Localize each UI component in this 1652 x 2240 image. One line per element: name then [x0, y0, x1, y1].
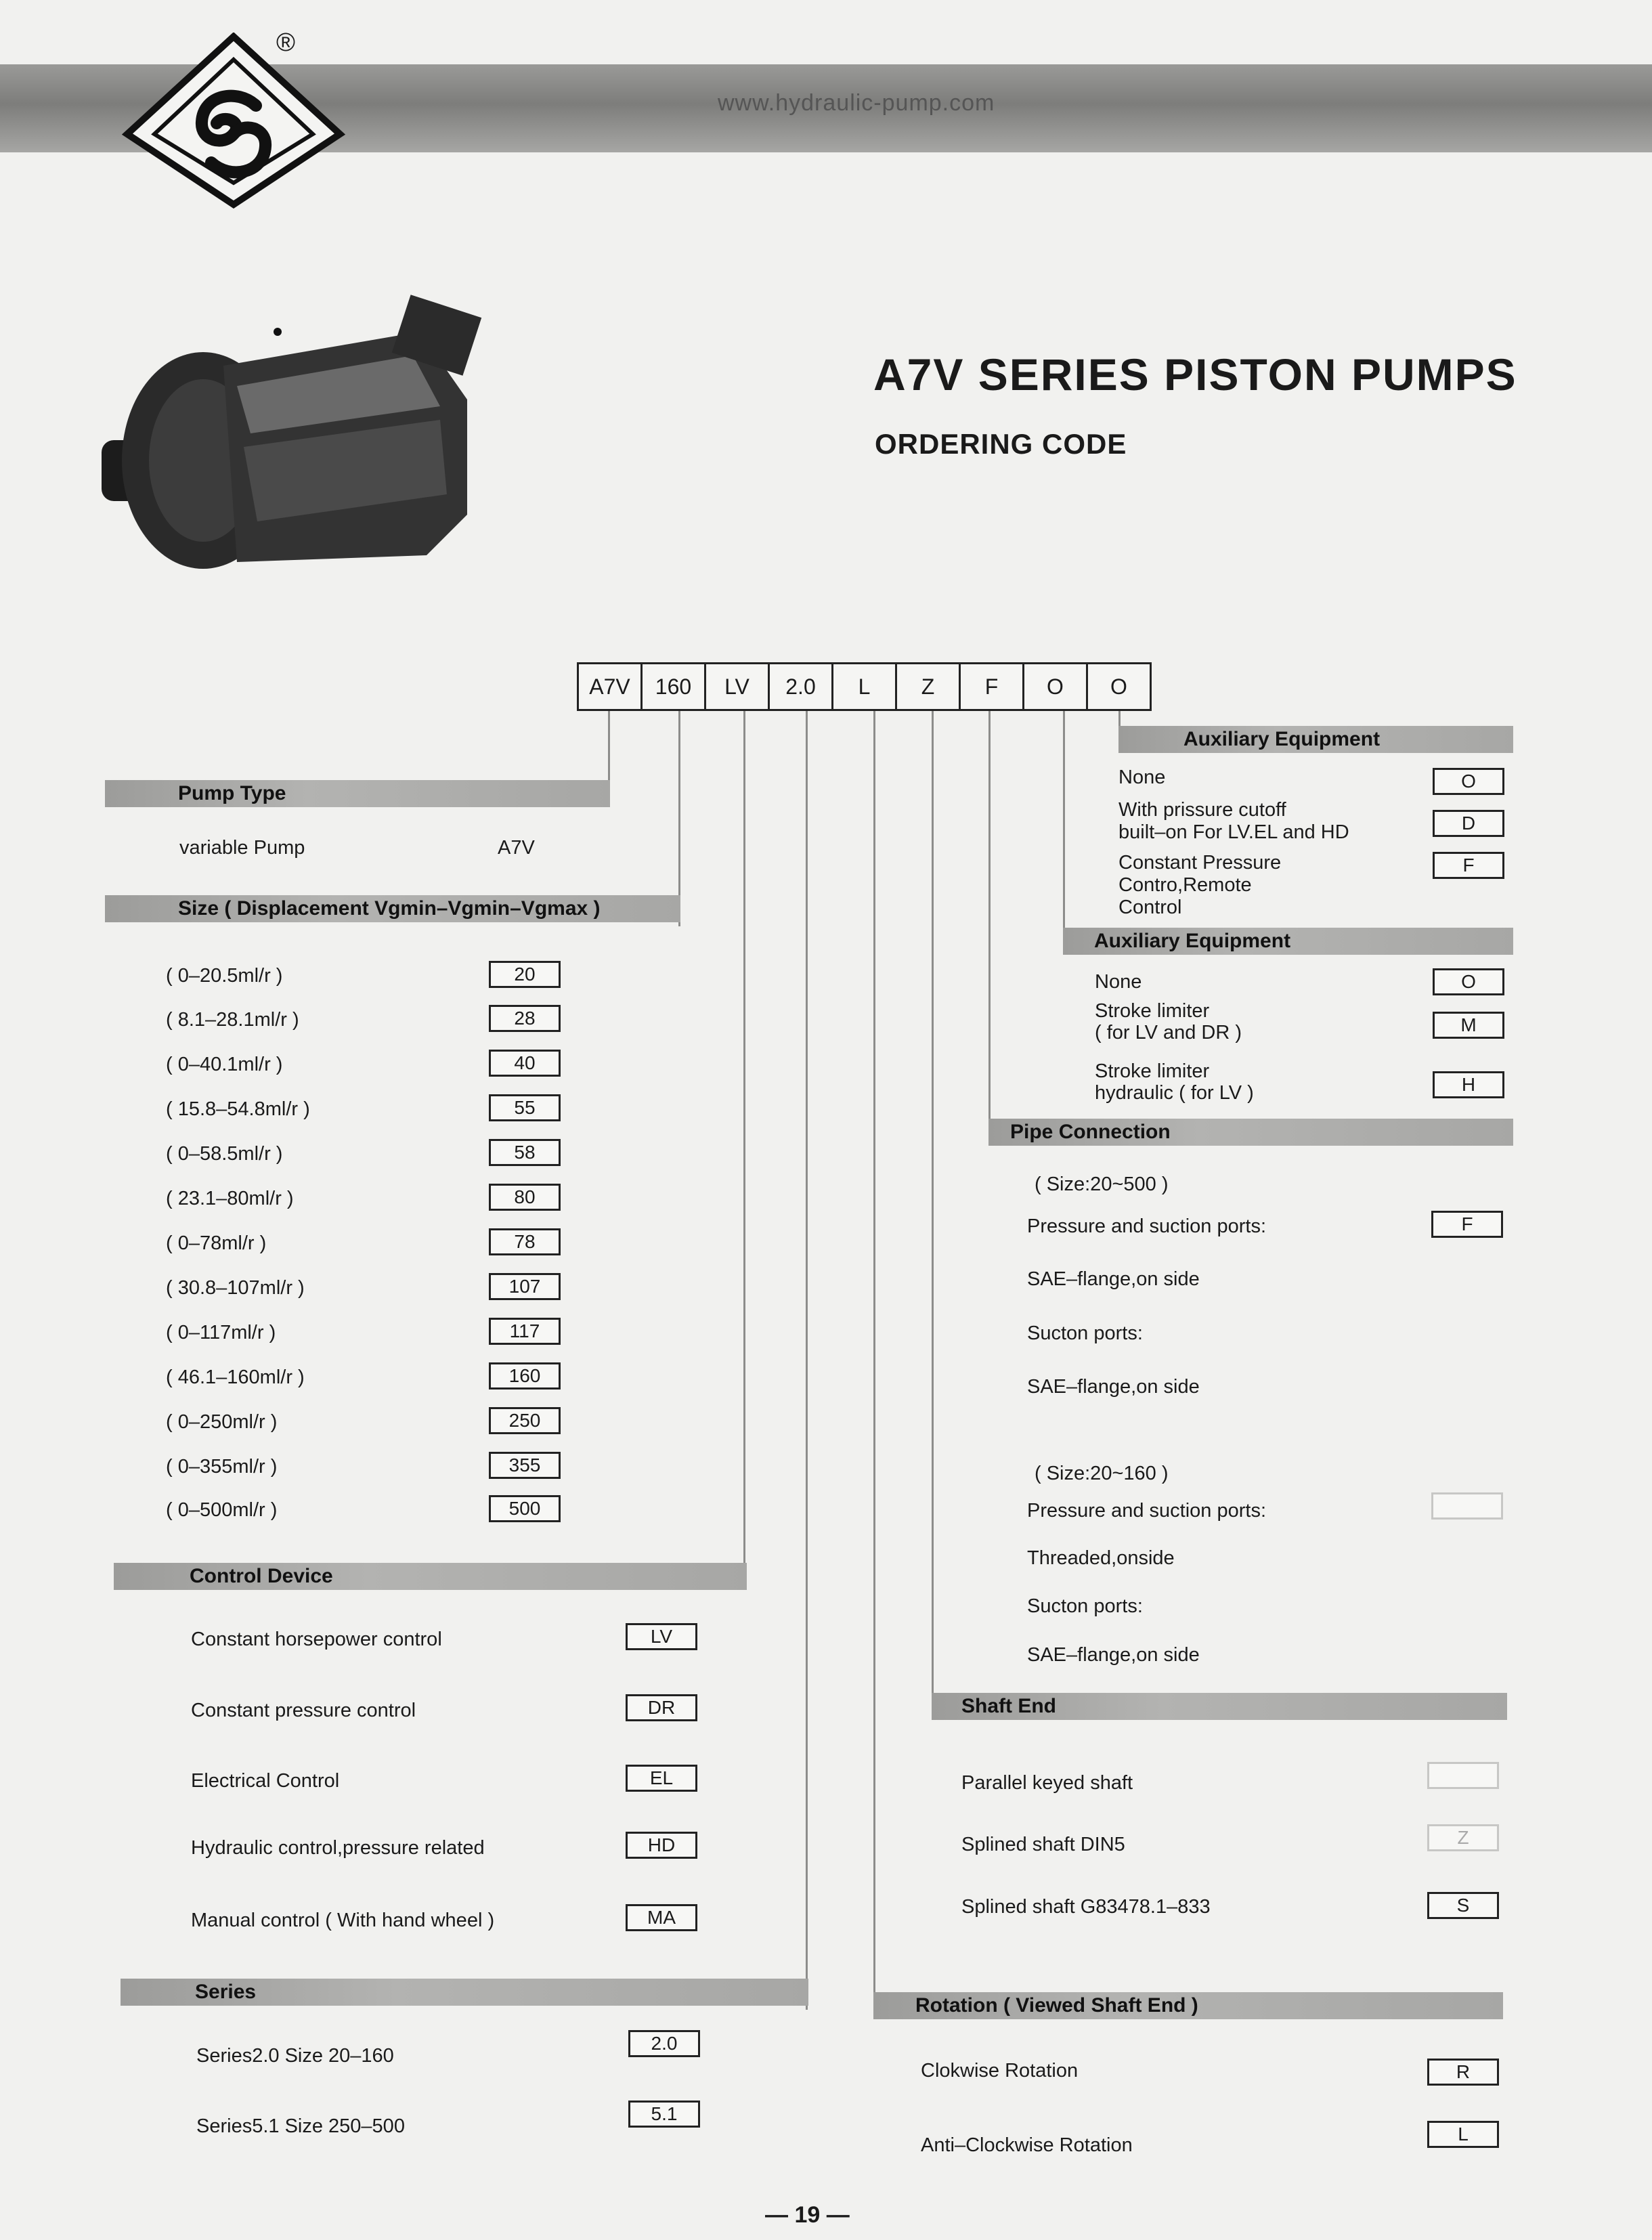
connector-shaft — [932, 711, 934, 1700]
control-code-box: MA — [626, 1904, 697, 1931]
pipe-line: Threaded,onside — [1027, 1547, 1175, 1569]
aux2-label: hydraulic ( for LV ) — [1095, 1082, 1254, 1104]
registered-mark: ® — [276, 28, 295, 57]
code-cell-series: 2.0 — [770, 662, 833, 711]
aux2-code-box: M — [1433, 1012, 1504, 1039]
brand-logo — [122, 33, 345, 209]
size-code-box: 58 — [489, 1139, 561, 1166]
aux1-label: None — [1118, 767, 1166, 788]
aux1-label: Control — [1118, 897, 1182, 918]
aux1-code-box: O — [1433, 768, 1504, 795]
connector-rotation — [873, 711, 875, 2010]
control-label: Manual control ( With hand wheel ) — [191, 1910, 495, 1931]
section-aux2: Auxiliary Equipment — [1063, 928, 1513, 955]
connector-size — [678, 711, 680, 926]
size-range-label: ( 0–500ml/r ) — [166, 1499, 278, 1521]
size-range-label: ( 0–20.5ml/r ) — [166, 965, 283, 987]
size-range-label: ( 30.8–107ml/r ) — [166, 1277, 305, 1299]
section-series: Series — [121, 1979, 808, 2006]
size-range-label: ( 8.1–28.1ml/r ) — [166, 1009, 299, 1031]
size-range-label: ( 0–58.5ml/r ) — [166, 1143, 283, 1165]
rotation-label: Clokwise Rotation — [921, 2060, 1079, 2082]
size-code-box: 20 — [489, 961, 561, 988]
ordering-code-strip — [577, 662, 1152, 711]
shaft-code-box: Z — [1427, 1824, 1499, 1851]
code-cell-size: 160 — [643, 662, 706, 711]
pipe-code-box: F — [1431, 1211, 1503, 1238]
size-code-box: 500 — [489, 1495, 561, 1522]
size-code-box: 160 — [489, 1362, 561, 1390]
size-code-box: 80 — [489, 1184, 561, 1211]
aux2-label: None — [1095, 971, 1142, 993]
rotation-label: Anti–Clockwise Rotation — [921, 2134, 1133, 2156]
code-cell-aux1: O — [1088, 662, 1152, 711]
control-label: Constant horsepower control — [191, 1629, 442, 1650]
connector-control — [743, 711, 745, 1578]
code-cell-pipe: F — [961, 662, 1024, 711]
size-range-label: ( 23.1–80ml/r ) — [166, 1188, 294, 1209]
page-subtitle: ORDERING CODE — [875, 428, 1127, 460]
aux1-label: Contro,Remote — [1118, 874, 1252, 896]
size-range-label: ( 0–355ml/r ) — [166, 1456, 278, 1478]
pipe-line: SAE–flange,on side — [1027, 1644, 1200, 1666]
shaft-code-box: S — [1427, 1892, 1499, 1919]
page-number: — 19 — — [765, 2202, 850, 2228]
shaft-label: Splined shaft G83478.1–833 — [961, 1896, 1211, 1918]
size-code-box: 40 — [489, 1050, 561, 1077]
pipe-line: Pressure and suction ports: — [1027, 1215, 1267, 1237]
shaft-label: Splined shaft DIN5 — [961, 1834, 1125, 1855]
pipe-line: Pressure and suction ports: — [1027, 1500, 1267, 1522]
pump-type-label: variable Pump — [179, 837, 305, 859]
aux2-label: Stroke limiter — [1095, 1060, 1210, 1082]
section-control: Control Device — [114, 1563, 747, 1590]
size-range-label: ( 0–40.1ml/r ) — [166, 1054, 283, 1075]
pipe-code-box-threaded — [1431, 1492, 1503, 1520]
pipe-line: ( Size:20~500 ) — [1035, 1173, 1169, 1195]
control-code-box: DR — [626, 1694, 697, 1721]
size-code-box: 117 — [489, 1318, 561, 1345]
aux1-code-box: F — [1433, 852, 1504, 879]
size-code-box: 28 — [489, 1005, 561, 1032]
aux2-code-box: H — [1433, 1071, 1504, 1098]
size-code-box: 55 — [489, 1094, 561, 1121]
control-code-box: HD — [626, 1832, 697, 1859]
section-aux1: Auxiliary Equipment — [1118, 726, 1513, 753]
control-label: Hydraulic control,pressure related — [191, 1837, 485, 1859]
series-code-box: 2.0 — [628, 2030, 700, 2057]
size-range-label: ( 15.8–54.8ml/r ) — [166, 1098, 310, 1120]
connector-pipe — [988, 711, 991, 1144]
series-label: Series2.0 Size 20–160 — [196, 2045, 394, 2067]
size-range-label: ( 46.1–160ml/r ) — [166, 1366, 305, 1388]
page-title: A7V SERIES PISTON PUMPS — [873, 349, 1517, 400]
series-label: Series5.1 Size 250–500 — [196, 2115, 405, 2137]
pipe-line: SAE–flange,on side — [1027, 1376, 1200, 1398]
size-code-box: 78 — [489, 1228, 561, 1255]
aux1-code-box: D — [1433, 810, 1504, 837]
pump-type-value: A7V — [498, 837, 535, 859]
control-label: Constant pressure control — [191, 1700, 416, 1721]
control-label: Electrical Control — [191, 1770, 340, 1792]
size-code-box: 355 — [489, 1452, 561, 1479]
code-cell-shaft: Z — [897, 662, 961, 711]
rotation-code-box: R — [1427, 2059, 1499, 2086]
size-range-label: ( 0–78ml/r ) — [166, 1232, 267, 1254]
size-range-label: ( 0–250ml/r ) — [166, 1411, 278, 1433]
code-cell-aux2: O — [1024, 662, 1088, 711]
aux2-label: ( for LV and DR ) — [1095, 1022, 1242, 1043]
connector-series — [806, 711, 808, 2010]
pipe-line: Sucton ports: — [1027, 1595, 1143, 1617]
series-code-box: 5.1 — [628, 2101, 700, 2128]
pipe-line: Sucton ports: — [1027, 1322, 1143, 1344]
section-rotation: Rotation ( Viewed Shaft End ) — [873, 1992, 1503, 2019]
code-cell-type: A7V — [577, 662, 643, 711]
rotation-code-box: L — [1427, 2121, 1499, 2148]
aux1-label: built–on For LV.EL and HD — [1118, 821, 1349, 843]
section-pump-type: Pump Type — [105, 780, 610, 807]
size-code-box: 250 — [489, 1407, 561, 1434]
pipe-line: SAE–flange,on side — [1027, 1268, 1200, 1290]
code-cell-rotation: L — [833, 662, 897, 711]
control-code-box: EL — [626, 1765, 697, 1792]
header-url: www.hydraulic-pump.com — [718, 90, 995, 116]
aux1-label: With prissure cutoff — [1118, 799, 1286, 821]
pipe-line: ( Size:20~160 ) — [1035, 1463, 1169, 1484]
size-range-label: ( 0–117ml/r ) — [166, 1322, 276, 1343]
size-code-box: 107 — [489, 1273, 561, 1300]
control-code-box: LV — [626, 1623, 697, 1650]
pump-photo — [102, 291, 494, 576]
section-size: Size ( Displacement Vgmin–Vgmin–Vgmax ) — [105, 895, 680, 922]
aux2-label: Stroke limiter — [1095, 1000, 1210, 1022]
aux1-label: Constant Pressure — [1118, 852, 1282, 874]
connector-aux2 — [1063, 711, 1065, 955]
aux2-code-box: O — [1433, 968, 1504, 995]
code-cell-control: LV — [706, 662, 770, 711]
shaft-code-box — [1427, 1762, 1499, 1789]
section-shaft: Shaft End — [932, 1693, 1507, 1720]
section-pipe: Pipe Connection — [988, 1119, 1513, 1146]
shaft-label: Parallel keyed shaft — [961, 1772, 1133, 1794]
